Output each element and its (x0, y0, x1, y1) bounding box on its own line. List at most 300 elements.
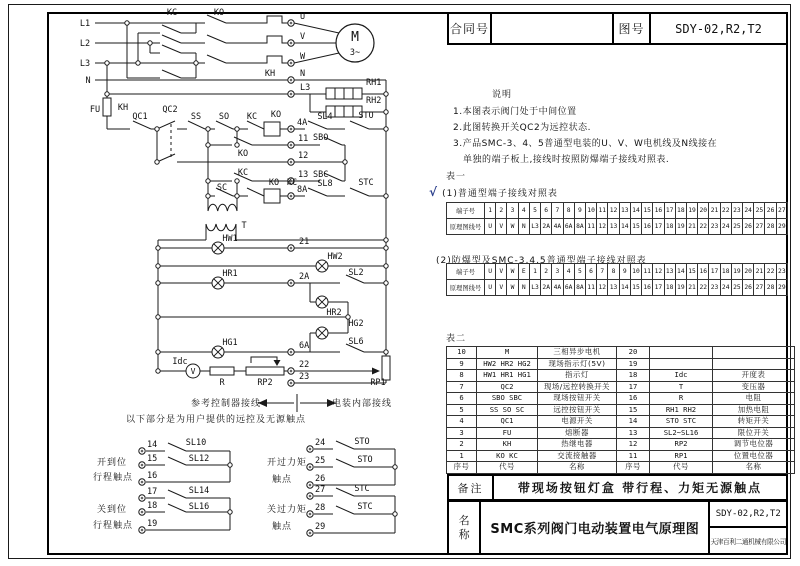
junction-node (384, 246, 388, 250)
potentiometer-rp2 (246, 367, 284, 375)
wiring-cell: 24 (720, 219, 731, 235)
wiring-cell: 5 (529, 203, 540, 219)
label-kc-top: KC (166, 8, 178, 18)
label-hg2: HG2 (348, 319, 364, 329)
contract-no-value (490, 14, 612, 43)
component-cell: T (650, 381, 713, 393)
component-cell: 位置电位器 (713, 450, 795, 462)
kc-coil-symbol (264, 189, 280, 203)
component-cell: 名称 (713, 462, 795, 474)
wiring-cell: U (485, 264, 496, 280)
label-close-torque-1: 关过力矩 (266, 505, 308, 515)
wiring-cell: 21 (686, 280, 697, 296)
thermal-element-kh (262, 56, 287, 63)
label-rh2: RH2 (366, 96, 382, 106)
component-cell: 1 (447, 450, 477, 462)
label-sc: SC (216, 183, 228, 193)
component-cell: 20 (617, 347, 650, 359)
label-t26: 26 (315, 474, 326, 484)
wire (168, 504, 186, 512)
wiring-cell: 2 (496, 203, 507, 219)
wiring-cell: 端子号 (447, 203, 485, 219)
component-cell: 序号 (447, 462, 477, 474)
label-ko-top: KO (213, 8, 225, 18)
wiring-cell: 21 (709, 203, 720, 219)
terminal-center (290, 144, 293, 147)
label-t15: 15 (147, 454, 158, 464)
terminal-center (290, 161, 293, 164)
component-cell: RH1 RH2 (650, 404, 713, 416)
wiring-cell: 7 (552, 203, 563, 219)
label-sl10: SL10 (185, 438, 207, 448)
terminal-center (309, 532, 312, 535)
wiring-cell: 3 (552, 264, 563, 280)
label-n-left: N (85, 76, 91, 86)
wiring-cell: 4A (552, 219, 563, 235)
component-cell: 限位开关 (713, 427, 795, 439)
component-cell: 开度表 (713, 370, 795, 382)
terminal-center (290, 128, 293, 131)
label-cap-int: 电装内部接线 (331, 399, 393, 409)
label-t6a: 6A (299, 341, 310, 351)
remark-text: 带现场按钮灯盒 带行程、力矩无源触点 (517, 481, 763, 495)
drawing-title: SMC系列阀门电动装置电气原理图 (481, 502, 710, 553)
component-cell: 三相异步电机 (538, 347, 617, 359)
terminal-center (290, 247, 293, 250)
wiring-cell: 11 (585, 219, 596, 235)
terminal-center (290, 93, 293, 96)
component-cell: SBO SBC (477, 393, 538, 405)
wiring-cell: 22 (698, 219, 709, 235)
wiring-cell: 27 (754, 219, 765, 235)
terminal-center (309, 484, 312, 487)
wiring-cell: N (518, 219, 529, 235)
wiring-cell: 8A (574, 280, 585, 296)
junction-node (194, 61, 198, 65)
junction-node (384, 264, 388, 268)
wiring-cell: 9 (574, 203, 585, 219)
component-cell (713, 347, 795, 359)
wiring-cell: 24 (720, 280, 731, 296)
wiring-cell: 14 (619, 219, 630, 235)
wiring-cell: U (485, 219, 496, 235)
rp2-wiper (251, 357, 277, 363)
component-cell: 13 (617, 427, 650, 439)
junction-node (156, 369, 160, 373)
component-cell: 15 (617, 404, 650, 416)
wiring-cell: N (518, 280, 529, 296)
label-open-travel-1: 开到位 (96, 458, 128, 468)
wiring-cell: 5 (574, 264, 585, 280)
terminal-center (290, 370, 293, 373)
component-cell: 19 (617, 358, 650, 370)
wiring-cell: 24 (743, 203, 754, 219)
rp1-arrowhead (372, 368, 380, 375)
label-t25: 25 (315, 456, 326, 466)
terminal-center (290, 79, 293, 82)
terminal-center (290, 42, 293, 45)
label-hr2: HR2 (326, 308, 342, 318)
wiring-cell: 22 (720, 203, 731, 219)
junction-node (235, 194, 239, 198)
wiring-cell: 13 (608, 280, 619, 296)
drawing-no-value: SDY-02,R2,T2 (649, 14, 786, 43)
wiring-cell: 18 (664, 219, 675, 235)
wiring-cell: 17 (709, 264, 720, 280)
wiring-cell: 17 (653, 219, 664, 235)
wiring-cell: 4 (563, 264, 574, 280)
wire (336, 441, 354, 449)
wiring-cell: 1 (529, 264, 540, 280)
ko-coil-symbol (264, 122, 280, 136)
wiring-cell: 21 (754, 264, 765, 280)
component-cell: 热继电器 (538, 439, 617, 451)
note-line-2: 2.此图转换开关QC2为远控状态. (453, 123, 592, 133)
junction-node (384, 194, 388, 198)
drawing-no-label: 图号 (612, 14, 649, 43)
contract-no-label: 合同号 (449, 22, 489, 36)
terminal-center (309, 513, 312, 516)
junction-node (235, 143, 239, 147)
note-line-4: 单独的端子板上,接线时按照防爆端子接线对照表. (463, 155, 670, 165)
junction-node (156, 246, 160, 250)
label-v-meter: V (190, 367, 196, 376)
component-cell: 7 (447, 381, 477, 393)
junction-node (384, 350, 388, 354)
label-so: SO (218, 112, 230, 122)
component-table (446, 346, 795, 474)
terminal-center (290, 282, 293, 285)
label-stc-3: STC (357, 502, 373, 512)
label-t23: 23 (299, 372, 310, 382)
label-fu: FU (89, 105, 101, 115)
component-cell: 交流接触器 (538, 450, 617, 462)
wiring-cell: 6 (541, 203, 552, 219)
label-hw2: HW2 (327, 252, 343, 262)
wiring-cell: 28 (765, 219, 776, 235)
component-cell: 4 (447, 416, 477, 428)
wiring-cell: 27 (776, 203, 787, 219)
junction-node (235, 179, 239, 183)
junction-node (235, 127, 239, 131)
label-sbo: SBO (313, 133, 329, 143)
wiring-cell: 2A (541, 219, 552, 235)
component-cell: 14 (617, 416, 650, 428)
label-qc1: QC1 (132, 112, 148, 122)
wire (207, 55, 226, 63)
label-open-torque-1: 开过力矩 (266, 458, 308, 468)
wire (168, 490, 186, 498)
title-row (447, 12, 788, 45)
wire (247, 121, 264, 129)
label-term-n: N (300, 69, 306, 79)
component-cell: FU (477, 427, 538, 439)
label-close-torque-2: 触点 (271, 522, 293, 532)
wiring-cell: 28 (765, 280, 776, 296)
wiring-cell: 22 (765, 264, 776, 280)
label-ko-hold: KO (237, 149, 249, 159)
wiring-cell: W (507, 219, 518, 235)
wiring-cell: 14 (675, 264, 686, 280)
component-cell: 序号 (617, 462, 650, 474)
notes-heading: 说明 (492, 90, 513, 100)
wiring-cell: 11 (597, 203, 608, 219)
terminal-center (309, 448, 312, 451)
wiring-cell: L3 (529, 280, 540, 296)
label-sto-2: STO (354, 437, 370, 447)
wiring-cell: 12 (597, 280, 608, 296)
wiring-cell: 18 (675, 203, 686, 219)
wiring-cell: 2 (541, 264, 552, 280)
wiring-cell: 19 (731, 264, 742, 280)
label-t21: 21 (299, 237, 310, 247)
junction-node (384, 92, 388, 96)
component-cell: SL2~SL16 (650, 427, 713, 439)
label-t2a: 2A (299, 272, 310, 282)
terminal-wiring-table-standard (446, 202, 788, 235)
label-cap-ref: 参考控制器接线 (190, 399, 262, 409)
junction-node (228, 463, 232, 467)
component-cell: 12 (617, 439, 650, 451)
label-term-u: U (300, 12, 306, 22)
component-cell: KO KC (477, 450, 538, 462)
component-cell: 电源开关 (538, 416, 617, 428)
wiring-cell: 9 (619, 264, 630, 280)
table1-sub2-title: (2)防爆型及SMC-3,4,5普通型端子接线对照表 (436, 256, 647, 266)
wiring-cell: 4 (518, 203, 529, 219)
junction-node (343, 160, 347, 164)
component-cell: 17 (617, 381, 650, 393)
wiring-cell: 原理图线号 (447, 219, 485, 235)
wiring-cell: 19 (686, 203, 697, 219)
thermal-element-kh (262, 36, 287, 43)
wiring-cell: 19 (675, 280, 686, 296)
component-cell: 转矩开关 (713, 416, 795, 428)
component-cell: 现场按钮开关 (538, 393, 617, 405)
label-l2: L2 (79, 39, 91, 49)
label-t17: 17 (147, 487, 158, 497)
company-name: 天津百利二通机械有限公司 (710, 537, 786, 546)
label-sl16: SL16 (188, 502, 210, 512)
potentiometer-rp1 (382, 356, 390, 380)
label-open-torque-2: 触点 (271, 475, 293, 485)
terminal-center (290, 62, 293, 65)
junction-node (384, 127, 388, 131)
label-rp1: RP1 (370, 378, 386, 388)
label-rp2: RP2 (257, 378, 273, 388)
wiring-cell: 6 (585, 264, 596, 280)
junction-node (393, 512, 397, 516)
wiring-cell: 29 (776, 219, 787, 235)
label-t29: 29 (315, 522, 326, 532)
wiring-cell: 12 (653, 264, 664, 280)
table2-heading: 表二 (446, 334, 467, 344)
wiring-cell: 16 (642, 280, 653, 296)
junction-node (155, 160, 159, 164)
wire (216, 121, 233, 129)
junction-node (206, 143, 210, 147)
label-idc: Idc (172, 357, 188, 367)
wire (350, 188, 369, 196)
note-line-1: 1.本图表示阀门处于中间位置 (453, 107, 577, 117)
wiring-cell: 20 (698, 203, 709, 219)
thermal-element-kh (262, 16, 287, 23)
label-motor-m: M (351, 30, 359, 45)
label-ko-coil: KO (270, 110, 282, 120)
junction-node (206, 179, 210, 183)
component-cell: 18 (617, 370, 650, 382)
junction-node (105, 61, 109, 65)
wiring-cell: 29 (776, 280, 787, 296)
component-cell: RP2 (650, 439, 713, 451)
component-cell: 代号 (477, 462, 538, 474)
component-cell: STO STC (650, 416, 713, 428)
terminal-wiring-table-exproof (446, 263, 788, 296)
wire (168, 457, 186, 465)
label-l1: L1 (79, 19, 91, 29)
wiring-cell: 16 (698, 264, 709, 280)
wiring-cell: 15 (630, 280, 641, 296)
check-icon: √ (429, 185, 438, 199)
component-cell: HW2 HR2 HG2 (477, 358, 538, 370)
component-cell: 调节电位器 (713, 439, 795, 451)
label-hr1: HR1 (222, 269, 238, 279)
component-cell: 11 (617, 450, 650, 462)
component-cell (650, 358, 713, 370)
component-cell: 5 (447, 404, 477, 416)
component-cell: 名称 (538, 462, 617, 474)
label-sl12: SL12 (188, 454, 210, 464)
wire (162, 45, 181, 53)
label-term-w: W (300, 52, 306, 62)
wiring-cell: 12 (608, 203, 619, 219)
component-cell: 现场指示灯(5V) (538, 358, 617, 370)
wiring-cell: 6A (563, 280, 574, 296)
wire (207, 35, 226, 43)
label-t-label: T (241, 221, 247, 231)
component-cell: 熔断器 (538, 427, 617, 439)
wiring-cell: 22 (698, 280, 709, 296)
component-cell: RP1 (650, 450, 713, 462)
label-sl4: SL4 (317, 112, 333, 122)
terminal-center (141, 529, 144, 532)
label-ko-nc: KO (268, 178, 280, 188)
terminal-center (141, 481, 144, 484)
table1-heading: 表一 (446, 172, 467, 182)
terminal-center (141, 511, 144, 514)
wire (162, 70, 181, 78)
label-t12: 12 (298, 151, 309, 161)
label-close-travel-2: 行程触点 (92, 521, 134, 531)
junction-node (156, 350, 160, 354)
remark-box (447, 474, 788, 501)
label-t13: 13 (298, 170, 309, 180)
wire (157, 154, 175, 162)
wiring-cell: V (496, 280, 507, 296)
junction-node (155, 127, 159, 131)
name-box (447, 500, 788, 555)
component-cell: R (650, 393, 713, 405)
label-sto-3: STO (357, 455, 373, 465)
junction-node (148, 41, 152, 45)
label-t22: 22 (299, 360, 310, 370)
label-kh-top: KH (264, 69, 276, 79)
wiring-cell: V (496, 264, 507, 280)
wiring-cell: V (496, 219, 507, 235)
label-stc: STC (358, 178, 374, 188)
label-r: R (219, 378, 225, 388)
wiring-cell: L3 (529, 219, 540, 235)
label-ss: SS (190, 112, 202, 122)
label-sl2: SL2 (348, 268, 364, 278)
junction-node (206, 194, 210, 198)
wiring-cell: W (507, 264, 518, 280)
wiring-cell: 26 (765, 203, 776, 219)
component-cell: 加热电阻 (713, 404, 795, 416)
label-sl14: SL14 (188, 486, 210, 496)
junction-node (125, 21, 129, 25)
junction-node (384, 281, 388, 285)
label-kc-nc: KC (246, 112, 258, 122)
transformer-secondary (206, 224, 236, 231)
junction-node (156, 315, 160, 319)
wiring-cell: 19 (675, 219, 686, 235)
component-cell: 变压器 (713, 381, 795, 393)
wiring-cell: 23 (776, 264, 787, 280)
wiring-cell: 23 (731, 203, 742, 219)
junction-node (156, 281, 160, 285)
wire (336, 459, 354, 467)
wiring-cell: 25 (754, 203, 765, 219)
wiring-cell: 6A (563, 219, 574, 235)
junction-node (105, 92, 109, 96)
wire (162, 35, 181, 43)
label-sl8: SL8 (317, 179, 333, 189)
wire (157, 121, 175, 129)
wiring-cell: 16 (653, 203, 664, 219)
wiring-cell: 2A (541, 280, 552, 296)
label-t18: 18 (147, 501, 158, 511)
component-cell: 现场/远控转换开关 (538, 381, 617, 393)
wiring-cell: 4A (552, 280, 563, 296)
wiring-cell: 23 (709, 280, 720, 296)
label-motor-3ph: 3~ (349, 48, 361, 58)
wire (308, 188, 327, 196)
footer-drawing-no: SDY-02,R2,T2 (710, 502, 786, 528)
label-sl6: SL6 (348, 337, 364, 347)
wiring-cell: 27 (754, 280, 765, 296)
terminal-center (309, 466, 312, 469)
wiring-cell: 11 (642, 264, 653, 280)
wiring-cell: 13 (619, 203, 630, 219)
resistor-r (210, 367, 234, 375)
table1-sub1-title: (1)普通型端子接线对照表 (442, 189, 558, 199)
wiring-cell: 21 (686, 219, 697, 235)
component-cell: QC1 (477, 416, 538, 428)
junction-node (156, 264, 160, 268)
wiring-cell: 13 (664, 264, 675, 280)
label-term-l3: L3 (300, 83, 311, 93)
component-cell: 10 (447, 347, 477, 359)
transformer-primary (208, 204, 237, 211)
wire (133, 121, 151, 129)
wiring-cell: 17 (653, 280, 664, 296)
wire (247, 188, 264, 196)
label-stc-2: STC (354, 484, 370, 494)
wiring-cell: 14 (619, 280, 630, 296)
label-open-travel-2: 行程触点 (92, 473, 134, 483)
junction-node (384, 238, 388, 242)
